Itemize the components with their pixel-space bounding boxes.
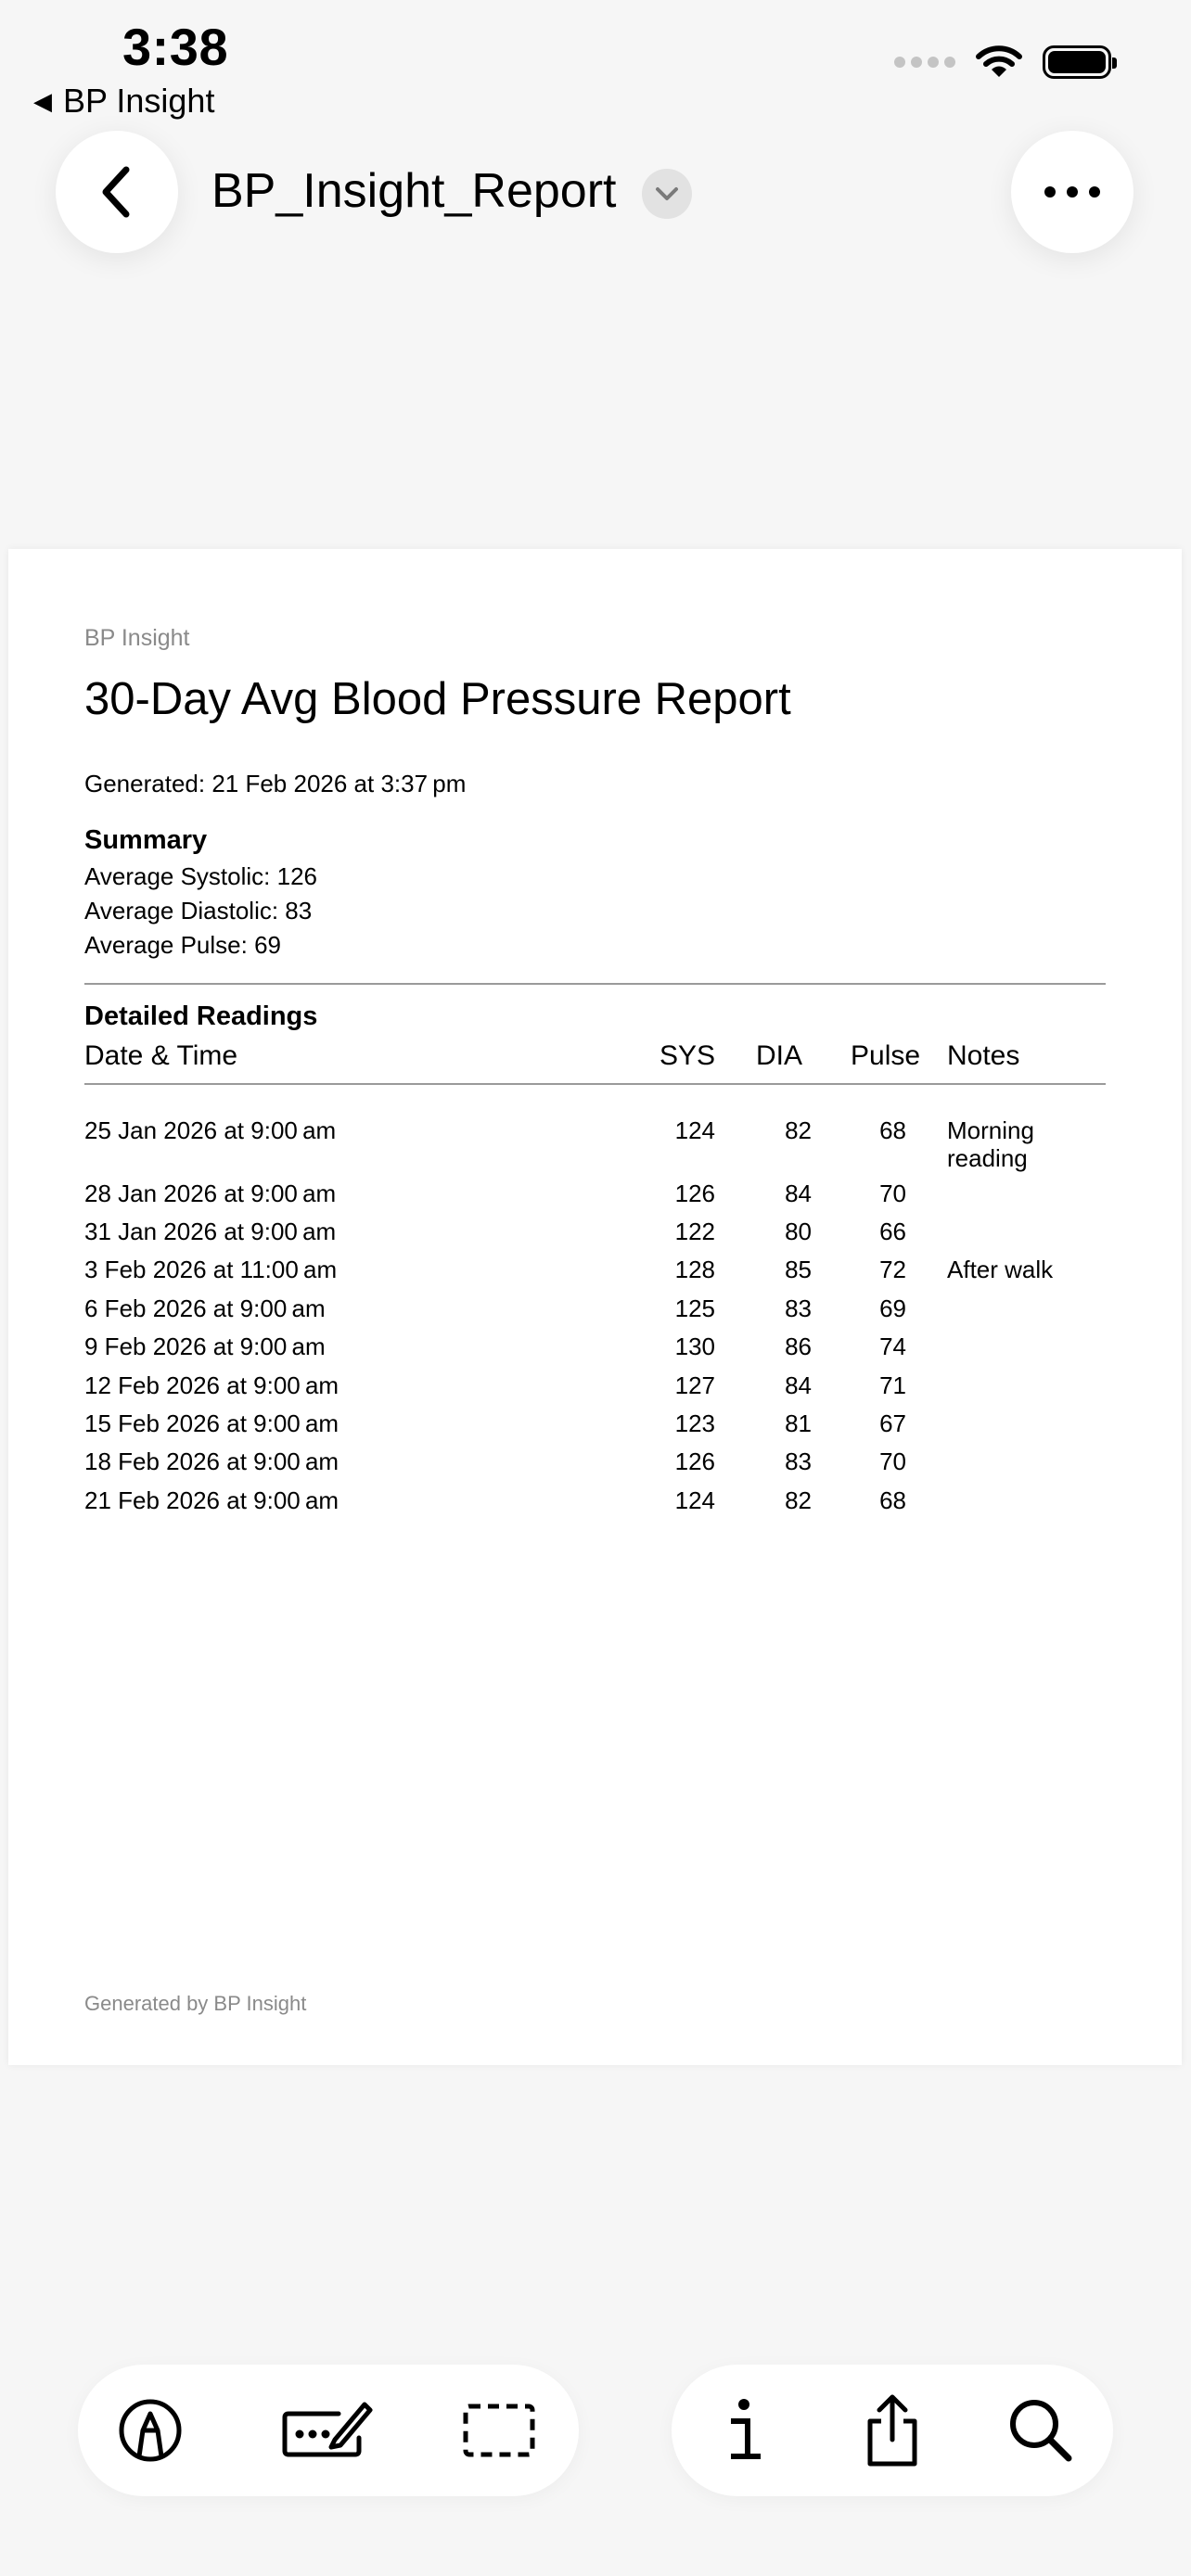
back-button[interactable] (56, 131, 178, 253)
cell-pulse: 74 (879, 1333, 906, 1360)
cell-sys: 124 (674, 1486, 715, 1514)
cell-sys: 126 (674, 1180, 715, 1207)
cell-date: 9 Feb 2026 at 9:00 am (84, 1333, 326, 1360)
cell-pulse: 72 (879, 1256, 906, 1283)
cell-sys: 127 (674, 1371, 715, 1399)
cell-pulse: 66 (879, 1218, 906, 1245)
cellular-signal-icon (894, 57, 955, 68)
cell-pulse: 68 (879, 1116, 906, 1144)
column-header-date: Date & Time (84, 1040, 238, 1071)
cell-notes: Morning reading (947, 1116, 1034, 1172)
cell-date: 21 Feb 2026 at 9:00 am (84, 1486, 339, 1514)
cell-pulse: 69 (879, 1294, 906, 1322)
cell-dia: 82 (785, 1486, 812, 1514)
summary-systolic: Average Systolic: 126 (84, 862, 317, 890)
ellipsis-icon (1044, 185, 1101, 198)
search-button[interactable] (994, 2384, 1087, 2477)
header-divider (84, 1083, 1106, 1085)
status-indicators (894, 45, 1111, 80)
cell-date: 18 Feb 2026 at 9:00 am (84, 1447, 339, 1475)
share-button[interactable] (846, 2384, 939, 2477)
cell-date: 12 Feb 2026 at 9:00 am (84, 1371, 339, 1399)
document-title[interactable]: BP_Insight_Report (211, 164, 617, 218)
cell-dia: 84 (785, 1180, 812, 1207)
more-button[interactable] (1011, 131, 1133, 253)
chevron-left-icon (98, 164, 135, 220)
battery-icon (1043, 45, 1111, 79)
cell-dia: 84 (785, 1371, 812, 1399)
info-icon (724, 2397, 764, 2464)
detailed-readings-heading: Detailed Readings (84, 1001, 318, 1031)
toolbar-edit-group (78, 2365, 579, 2496)
cell-date: 15 Feb 2026 at 9:00 am (84, 1409, 339, 1437)
cell-sys: 130 (674, 1333, 715, 1360)
column-header-sys: SYS (660, 1040, 716, 1071)
generated-date: Generated: 21 Feb 2026 at 3:37 pm (84, 770, 467, 797)
cell-sys: 123 (674, 1409, 715, 1437)
select-area-button[interactable] (453, 2384, 545, 2477)
summary-pulse: Average Pulse: 69 (84, 931, 281, 959)
report-page (8, 549, 1182, 2065)
cell-pulse: 70 (879, 1180, 906, 1207)
report-footer: Generated by BP Insight (84, 1992, 307, 2015)
back-to-app-link[interactable] (33, 82, 214, 121)
cell-date: 6 Feb 2026 at 9:00 am (84, 1294, 326, 1322)
chevron-down-icon (655, 186, 679, 201)
selection-icon (462, 2403, 536, 2458)
markup-button[interactable] (104, 2384, 197, 2477)
back-app-label: BP Insight (63, 82, 215, 120)
fill-sign-button[interactable] (276, 2384, 378, 2477)
cell-date: 31 Jan 2026 at 9:00 am (84, 1218, 337, 1245)
cell-pulse: 68 (879, 1486, 906, 1514)
info-button[interactable] (698, 2384, 790, 2477)
title-menu-button[interactable] (642, 169, 692, 219)
column-header-pulse: Pulse (851, 1040, 921, 1071)
cell-pulse: 67 (879, 1409, 906, 1437)
cell-sys: 128 (674, 1256, 715, 1283)
share-icon (863, 2393, 922, 2468)
cell-date: 3 Feb 2026 at 11:00 am (84, 1256, 338, 1283)
back-triangle-icon: ◀ (33, 86, 52, 115)
cell-date: 25 Jan 2026 at 9:00 am (84, 1116, 337, 1144)
cell-date: 28 Jan 2026 at 9:00 am (84, 1180, 337, 1207)
cell-sys: 125 (674, 1294, 715, 1322)
cell-dia: 81 (785, 1409, 812, 1437)
wifi-icon (976, 45, 1022, 80)
status-time: 3:38 (122, 18, 229, 76)
summary-diastolic: Average Diastolic: 83 (84, 897, 313, 925)
cell-dia: 82 (785, 1116, 812, 1144)
column-header-notes: Notes (947, 1040, 1020, 1071)
column-header-dia: DIA (756, 1040, 803, 1071)
search-icon (1007, 2397, 1074, 2464)
cell-notes: After walk (947, 1256, 1054, 1283)
cell-dia: 86 (785, 1333, 812, 1360)
report-brand: BP Insight (84, 625, 190, 651)
summary-heading: Summary (84, 825, 208, 855)
cell-pulse: 71 (879, 1371, 906, 1399)
text-form-icon (281, 2397, 374, 2464)
cell-dia: 80 (785, 1218, 812, 1245)
cell-dia: 83 (785, 1294, 812, 1322)
section-divider (84, 983, 1106, 985)
markup-icon (117, 2397, 184, 2464)
cell-dia: 85 (785, 1256, 812, 1283)
cell-pulse: 70 (879, 1447, 906, 1475)
report-title: 30-Day Avg Blood Pressure Report (84, 674, 791, 724)
cell-sys: 124 (674, 1116, 715, 1144)
cell-sys: 126 (674, 1447, 715, 1475)
cell-dia: 83 (785, 1447, 812, 1475)
toolbar-actions-group (672, 2365, 1113, 2496)
cell-sys: 122 (674, 1218, 715, 1245)
